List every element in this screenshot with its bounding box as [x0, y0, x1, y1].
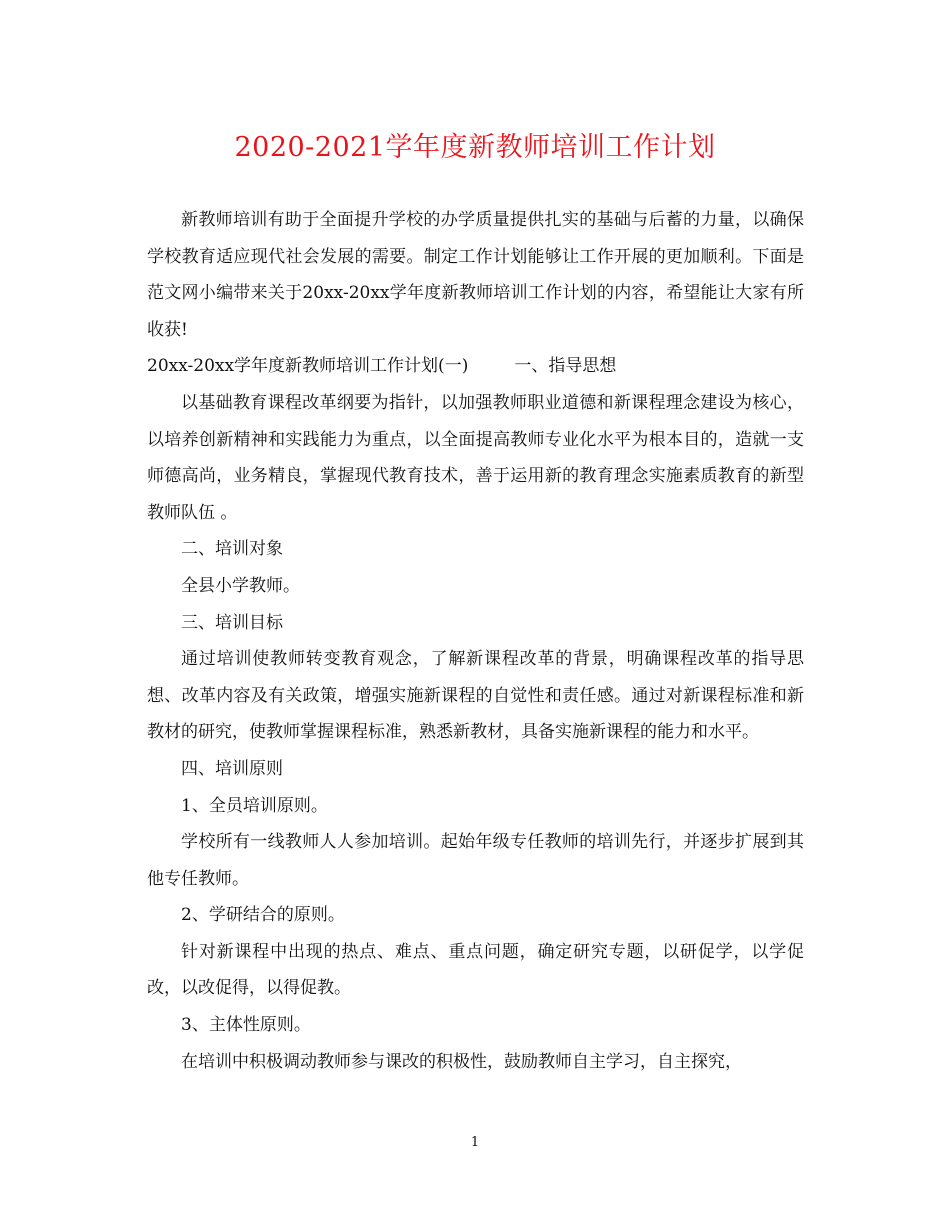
- section-heading-training-targets: 二、培训对象: [181, 539, 283, 560]
- training-targets-paragraph: 全县小学教师。: [181, 575, 300, 596]
- intro-paragraph: 新教师培训有助于全面提升学校的办学质量提供扎实的基础与后蓄的力量，以确保学校教育适应现代社会发展的需要。制定工作计划能够让工作开展的更加顺利。下面是范文网小编带来关于20xx-20xx学年度新教师培训工作计划的内容，希望能让大家有所收获!: [147, 210, 804, 340]
- section-heading-training-goals: 三、培训目标: [181, 612, 283, 633]
- principle-1-heading: 1、全员培训原则。: [181, 795, 328, 816]
- plan-heading-line: [147, 348, 804, 385]
- page-number: 1: [470, 1135, 480, 1150]
- document-body: [147, 202, 804, 1080]
- principle-1-paragraph: 学校所有一线教师人人参加培训。起始年级专任教师的培训先行，并逐步扩展到其他专任教师。: [147, 832, 804, 889]
- principle-2-paragraph: 针对新课程中出现的热点、难点、重点问题，确定研究专题，以研促学，以学促改，以改促得，以得促教。: [147, 941, 804, 999]
- guiding-ideology-paragraph: 以基础教育课程改革纲要为指针，以加强教师职业道德和新课程理念建设为核心，以培养创新精神和实践能力为重点，以全面提高教师专业化水平为根本目的，造就一支师德高尚，业务精良，掌握现代教育技术，善于运用新的教育理念实施素质教育的新型教师队伍 。: [147, 392, 804, 523]
- training-goals-paragraph: 通过培训使教师转变教育观念，了解新课程改革的背景，明确课程改革的指导思想、改革内容及有关政策，增强实施新课程的自觉性和责任感。通过对新课程标准和新教材的研究，使教师掌握课程标准，熟悉新教材，具备实施新课程的能力和水平。: [147, 649, 804, 743]
- principle-3-paragraph: 在培训中积极调动教师参与课改的积极性，鼓励教师自主学习，自主探究，: [181, 1051, 742, 1072]
- principle-3-heading: 3、主体性原则。: [181, 1015, 311, 1036]
- section-heading-guiding-ideology: 一、指导思想: [514, 356, 617, 377]
- section-heading-training-principles: 四、培训原则: [181, 758, 283, 779]
- principle-2-heading: 2、学研结合的原则。: [181, 905, 345, 926]
- document-title: 2020-2021学年度新教师培训工作计划: [234, 132, 716, 163]
- plan-label: 20xx-20xx学年度新教师培训工作计划(一): [147, 356, 469, 377]
